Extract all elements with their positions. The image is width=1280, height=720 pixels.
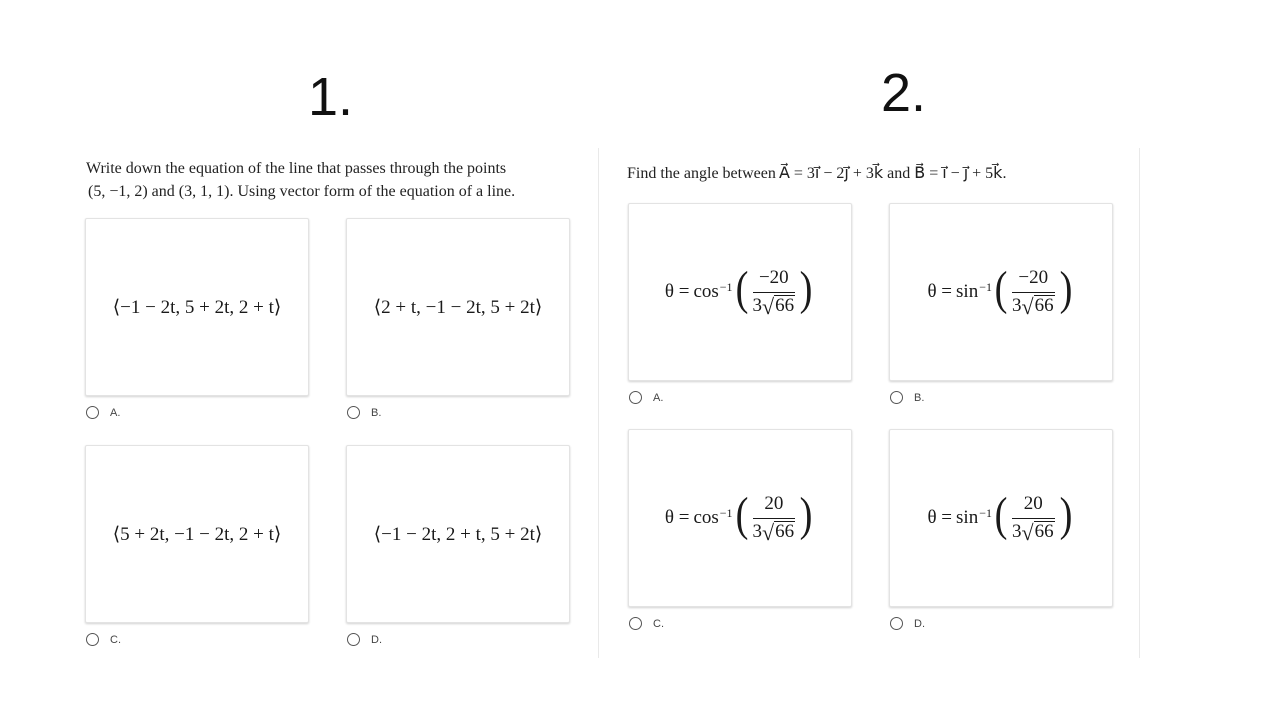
- right-paren: ): [799, 261, 813, 315]
- q1-option-b-label: B.: [371, 406, 382, 419]
- question-1-panel: [78, 148, 594, 658]
- q2-option-c-numerator: 20: [764, 492, 784, 514]
- q2-option-b-label: B.: [914, 391, 925, 404]
- q2-option-b-lhs: θ =: [927, 280, 953, 302]
- q2-option-b-radicand: 66: [1034, 295, 1054, 317]
- q2-option-c-card[interactable]: [628, 429, 852, 607]
- q1-option-c-card[interactable]: [85, 445, 309, 623]
- q1-option-c-label: C.: [110, 633, 121, 646]
- q1-option-b-card[interactable]: [346, 218, 570, 396]
- q2-option-c-denominator: [752, 519, 796, 546]
- q2-option-d-fraction: [1011, 492, 1055, 546]
- q1-option-a-text: ⟨−1 − 2t, 5 + 2t, 2 + t⟩: [112, 296, 282, 318]
- q2-option-a-radio[interactable]: [629, 391, 642, 404]
- q2-option-a-function: cos: [693, 280, 719, 302]
- q2-option-c-exponent: −1: [719, 506, 733, 521]
- right-paren: ): [1059, 487, 1072, 541]
- sqrt-symbol: √ 66: [762, 294, 795, 320]
- q1-option-a-card[interactable]: [85, 218, 309, 396]
- left-paren: (: [735, 261, 748, 315]
- q1-option-d-card[interactable]: [346, 445, 570, 623]
- q2-option-a-fraction: [752, 266, 796, 320]
- q2-option-d-card[interactable]: [889, 429, 1113, 607]
- sqrt-symbol: √ 66: [1021, 520, 1054, 546]
- q1-option-d-text: ⟨−1 − 2t, 2 + t, 5 + 2t⟩: [373, 523, 543, 545]
- q2-option-b-den-coef: 3: [1011, 295, 1022, 317]
- q2-option-a[interactable]: [629, 391, 663, 404]
- q1-option-d[interactable]: [347, 633, 382, 646]
- q1-option-d-label: D.: [371, 633, 382, 646]
- q2-option-b-numerator: −20: [1018, 266, 1049, 288]
- q1-option-c-text: ⟨5 + 2t, −1 − 2t, 2 + t⟩: [112, 523, 282, 545]
- q2-option-a-numerator: −20: [758, 266, 789, 288]
- q2-option-c-radio[interactable]: [629, 617, 642, 630]
- q2-option-d-den-coef: 3: [1011, 521, 1022, 543]
- q2-option-b[interactable]: [890, 391, 924, 404]
- question-2-number: 2.: [881, 63, 927, 123]
- q1-option-b-radio[interactable]: [347, 406, 360, 419]
- question-1-number: 1.: [308, 67, 354, 127]
- q2-option-a-lhs: θ =: [664, 280, 690, 302]
- q2-option-b-card[interactable]: [889, 203, 1113, 381]
- q1-option-a[interactable]: [86, 406, 120, 419]
- left-paren: (: [994, 261, 1008, 315]
- right-paren: ): [1059, 261, 1072, 315]
- q2-option-b-formula: [927, 261, 1074, 320]
- q2-option-d-function: sin: [956, 506, 979, 528]
- q1-option-b[interactable]: [347, 406, 381, 419]
- q1-option-c[interactable]: [86, 633, 121, 646]
- right-paren: ): [799, 487, 813, 541]
- q2-option-d-radicand: 66: [1034, 521, 1054, 543]
- q2-option-c[interactable]: [629, 617, 664, 630]
- q2-option-c-function: cos: [693, 506, 719, 528]
- q2-option-d-formula: [927, 487, 1074, 546]
- q2-option-d-radio[interactable]: [890, 617, 903, 630]
- q1-option-a-label: A.: [110, 406, 121, 419]
- q1-option-a-radio[interactable]: [86, 406, 99, 419]
- q2-option-c-radicand: 66: [775, 521, 795, 543]
- q1-option-c-radio[interactable]: [86, 633, 99, 646]
- q2-option-a-card[interactable]: [628, 203, 852, 381]
- q2-option-d-label: D.: [914, 617, 925, 630]
- q2-option-b-exponent: −1: [979, 280, 992, 295]
- sqrt-symbol: √ 66: [1021, 294, 1054, 320]
- left-paren: (: [735, 487, 748, 541]
- q2-option-c-label: C.: [653, 617, 664, 630]
- question-1-line-1: Write down the equation of the line that passes through the points: [86, 160, 507, 177]
- q2-option-d-numerator: 20: [1023, 492, 1043, 514]
- question-1-line-2: (5, −1, 2) and (3, 1, 1). Using vector form of the equation of a line.: [88, 183, 516, 200]
- question-2-panel: [598, 148, 1140, 658]
- q2-option-b-fraction: [1011, 266, 1055, 320]
- q1-option-d-radio[interactable]: [347, 633, 360, 646]
- q2-option-b-denominator: [1011, 293, 1055, 320]
- q2-option-b-radio[interactable]: [890, 391, 903, 404]
- q2-option-a-label: A.: [653, 391, 664, 404]
- question-1-text: [86, 157, 515, 203]
- q2-option-d-lhs: θ =: [927, 506, 953, 528]
- q2-option-c-lhs: θ =: [664, 506, 690, 528]
- q2-option-d-exponent: −1: [979, 506, 992, 521]
- question-2-line: Find the angle between A⃗ = 3i⃗ − 2j⃗ + 3k⃗ and B⃗ = i⃗ − j⃗ + 5k⃗.: [627, 165, 1007, 182]
- q2-option-a-formula: [664, 261, 815, 320]
- q2-option-a-denominator: [752, 293, 796, 320]
- q2-option-c-den-coef: 3: [752, 521, 763, 543]
- left-paren: (: [994, 487, 1008, 541]
- question-2-text: [627, 162, 1006, 185]
- q2-option-a-exponent: −1: [719, 280, 733, 295]
- q2-option-b-function: sin: [956, 280, 979, 302]
- q1-option-b-text: ⟨2 + t, −1 − 2t, 5 + 2t⟩: [373, 296, 543, 318]
- sqrt-symbol: √ 66: [762, 520, 795, 546]
- q2-option-a-radicand: 66: [775, 295, 795, 317]
- q2-option-c-formula: [664, 487, 815, 546]
- q2-option-d[interactable]: [890, 617, 925, 630]
- q2-option-a-den-coef: 3: [752, 295, 763, 317]
- q2-option-c-fraction: [752, 492, 796, 546]
- q2-option-d-denominator: [1011, 519, 1055, 546]
